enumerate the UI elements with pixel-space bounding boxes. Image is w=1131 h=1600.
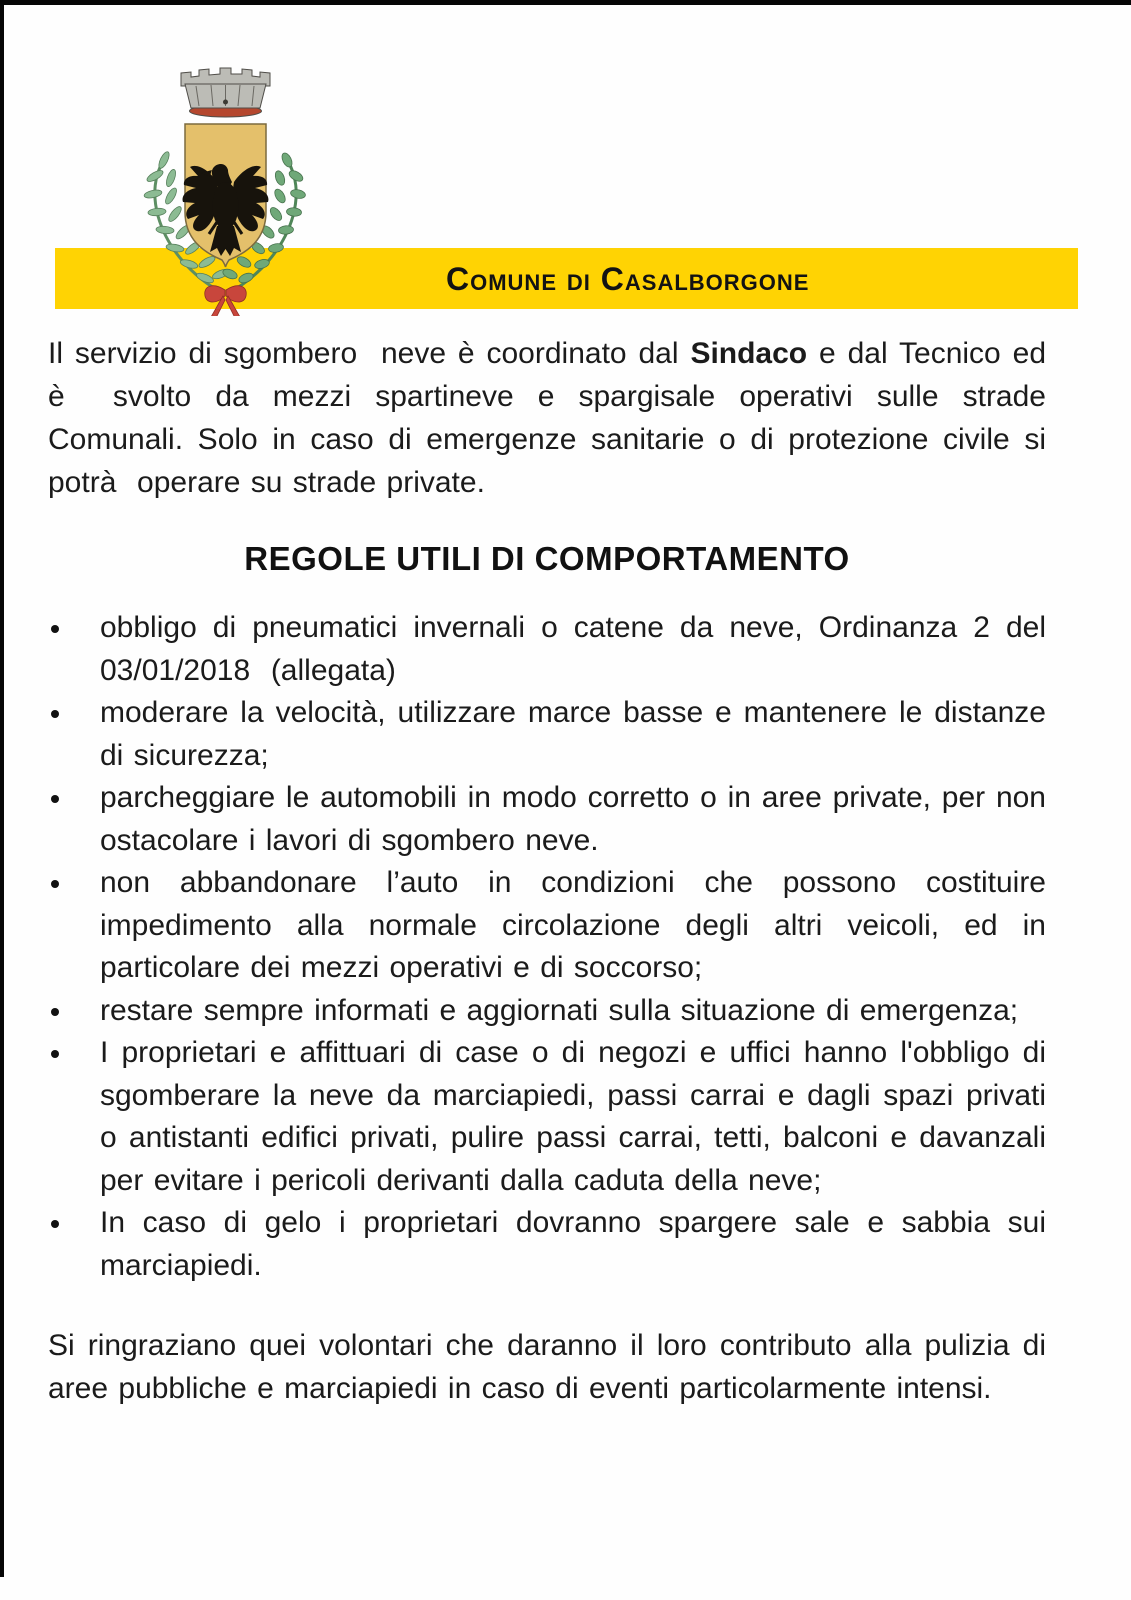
- list-item: [48, 607, 1046, 692]
- rule-text: parcheggiare le automobili in modo corretto o in aree private, per non ostacolare i lavori di sgombero neve.: [100, 781, 1046, 857]
- bullet-icon: [51, 1008, 59, 1016]
- intro-text-post: e dal Tecnico ed è svolto da mezzi spartineve e spargisale operativi sulle strade Comunali. Solo in caso di emergenze sanitarie o di protezione civile si potrà operare su strade private.: [48, 337, 1047, 499]
- municipal-crest-icon: [133, 64, 318, 316]
- rules-list: [48, 607, 1046, 1287]
- rule-text: In caso di gelo i proprietari dovranno spargere sale e sabbia sui marciapiedi.: [100, 1206, 1046, 1282]
- rule-text: restare sempre informati e aggiornati sulla situazione di emergenza;: [100, 993, 1019, 1027]
- ribbon-icon: [205, 286, 247, 316]
- list-item: [48, 692, 1046, 777]
- list-item: [48, 862, 1046, 990]
- intro-paragraph: [48, 332, 1046, 504]
- intro-text-bold: Sindaco: [690, 337, 808, 370]
- municipality-title: Comune di Casalborgone: [446, 261, 810, 297]
- list-item: [48, 990, 1046, 1033]
- bullet-icon: [51, 1050, 59, 1058]
- bullet-icon: [51, 1220, 59, 1228]
- bullet-icon: [51, 880, 59, 888]
- list-item: [48, 1202, 1046, 1287]
- bullet-icon: [51, 710, 59, 718]
- mural-crown-icon: [181, 68, 270, 117]
- rule-text: non abbandonare l’auto in condizioni che possono costituire impedimento alla normale circolazione degli altri veicoli, ed in particolare dei mezzi operativi e di soccorso;: [100, 866, 1046, 984]
- notice-body: [48, 332, 1046, 1410]
- intro-text-pre: Il servizio di sgombero neve è coordinato dal: [48, 337, 691, 370]
- bullet-icon: [51, 625, 59, 633]
- rule-text: moderare la velocità, utilizzare marce basse e mantenere le distanze di sicurezza;: [100, 696, 1046, 772]
- bullet-icon: [51, 795, 59, 803]
- scan-border-top: [0, 0, 1131, 5]
- rules-heading: REGOLE UTILI DI COMPORTAMENTO: [244, 540, 850, 577]
- rule-text: obbligo di pneumatici invernali o catene da neve, Ordinanza 2 del 03/01/2018 (allegata): [100, 611, 1046, 687]
- scan-border-left: [0, 5, 4, 1577]
- list-item: [48, 1032, 1046, 1202]
- list-item: [48, 777, 1046, 862]
- closing-paragraph: Si ringraziano quei volontari che daranno il loro contributo alla pulizia di aree pubbliche e marciapiedi in caso di eventi particolarmente intensi.: [48, 1329, 1046, 1405]
- rule-text: I proprietari e affittuari di case o di negozi e uffici hanno l'obbligo di sgomberare la neve da marciapiedi, passi carrai e dagli spazi privati o antistanti edifici privati, pulire passi carrai, tetti, balconi e davanzali per evitare i pericoli derivanti dalla caduta della neve;: [100, 1036, 1046, 1197]
